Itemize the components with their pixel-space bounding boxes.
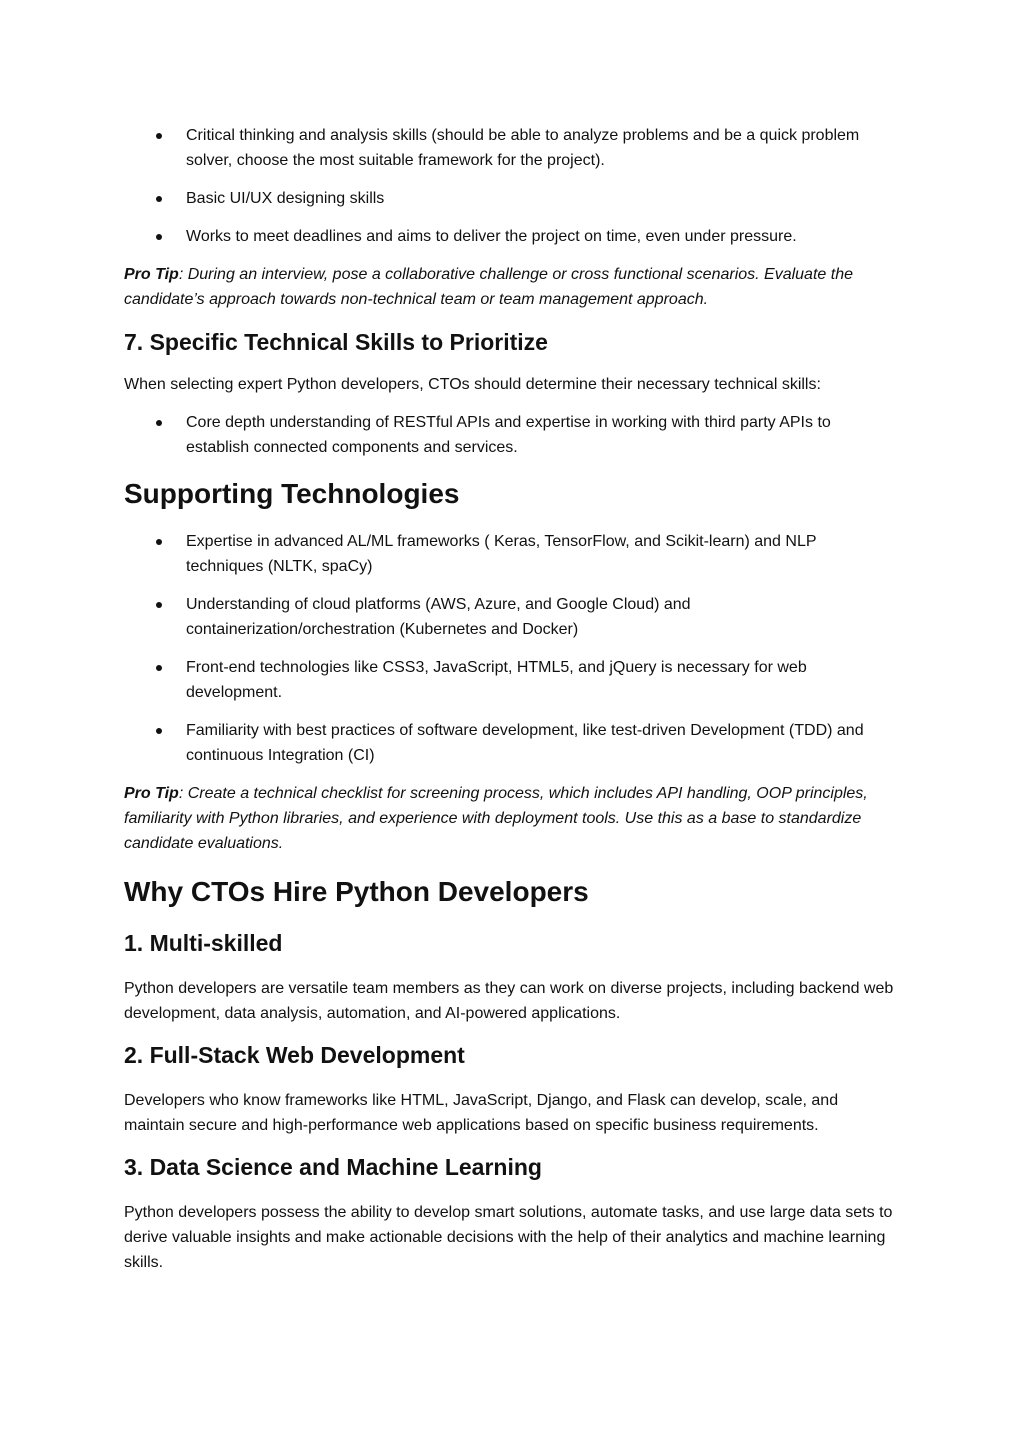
list-item-text: Front-end technologies like CSS3, JavaScript, HTML5, and jQuery is necessary for web development. xyxy=(186,659,807,701)
pro-tip-label: Pro Tip xyxy=(124,785,179,802)
list-item-text: Familiarity with best practices of software development, like test-driven Development (TDD) and continuous Integration (CI) xyxy=(186,722,864,764)
section-heading: 7. Specific Technical Skills to Prioritize xyxy=(124,329,548,355)
technical-skills-list xyxy=(124,410,896,460)
section-heading: 1. Multi-skilled xyxy=(124,930,283,956)
list-item-text: Understanding of cloud platforms (AWS, Azure, and Google Cloud) and containerization/orchestration (Kubernetes and Docker) xyxy=(186,596,691,638)
pro-tip-1 xyxy=(124,262,896,312)
list-item xyxy=(124,718,896,768)
bullet-icon xyxy=(156,539,162,545)
list-item-text: Critical thinking and analysis skills (should be able to analyze problems and be a quick problem solver, choose the most suitable framework for the project). xyxy=(186,127,860,169)
pro-tip-label: Pro Tip xyxy=(124,266,179,283)
bullet-icon xyxy=(156,602,162,608)
why-heading: Why CTOs Hire Python Developers xyxy=(124,876,589,907)
bullet-icon xyxy=(156,420,162,426)
list-item xyxy=(124,529,896,579)
section-heading: 3. Data Science and Machine Learning xyxy=(124,1154,542,1180)
top-bullet-list xyxy=(124,123,896,249)
supporting-heading: Supporting Technologies xyxy=(124,478,460,509)
pro-tip-2 xyxy=(124,781,896,856)
section-text: Python developers are versatile team members as they can work on diverse projects, including backend web development, data analysis, automation, and AI-powered applications. xyxy=(124,980,894,1022)
list-item-text: Basic UI/UX designing skills xyxy=(186,190,385,207)
bullet-icon xyxy=(156,728,162,734)
list-item xyxy=(124,186,896,211)
list-item-text: Expertise in advanced AL/ML frameworks ( Keras, TensorFlow, and Scikit-learn) and NLP techniques (NLTK, spaCy) xyxy=(186,533,817,575)
bullet-icon xyxy=(156,665,162,671)
list-item xyxy=(124,123,896,173)
pro-tip-text: : Create a technical checklist for screening process, which includes API handling, OOP principles, familiarity with Python libraries, and experience with deployment tools. Use this as a base to standardize candidate evaluations. xyxy=(124,785,868,852)
list-item-text: Works to meet deadlines and aims to deliver the project on time, even under pressure. xyxy=(186,228,797,245)
list-item xyxy=(124,655,896,705)
bullet-icon xyxy=(156,234,162,240)
list-item xyxy=(124,224,896,249)
section-intro: When selecting expert Python developers, CTOs should determine their necessary technical skills: xyxy=(124,376,821,393)
section-heading: 2. Full-Stack Web Development xyxy=(124,1042,465,1068)
document-page xyxy=(124,0,896,1275)
bullet-icon xyxy=(156,196,162,202)
section-text: Python developers possess the ability to develop smart solutions, automate tasks, and use large data sets to derive valuable insights and make actionable decisions with the help of their analytics and machine learning skills. xyxy=(124,1204,893,1271)
list-item xyxy=(124,592,896,642)
list-item-text: Core depth understanding of RESTful APIs and expertise in working with third party APIs to establish connected components and services. xyxy=(186,414,831,456)
section-text: Developers who know frameworks like HTML, JavaScript, Django, and Flask can develop, scale, and maintain secure and high-performance web applications based on specific business requirements. xyxy=(124,1092,839,1134)
supporting-list xyxy=(124,529,896,768)
pro-tip-text: : During an interview, pose a collaborative challenge or cross functional scenarios. Evaluate the candidate’s approach towards non-technical team or team management approach. xyxy=(124,266,853,308)
bullet-icon xyxy=(156,133,162,139)
list-item xyxy=(124,410,896,460)
